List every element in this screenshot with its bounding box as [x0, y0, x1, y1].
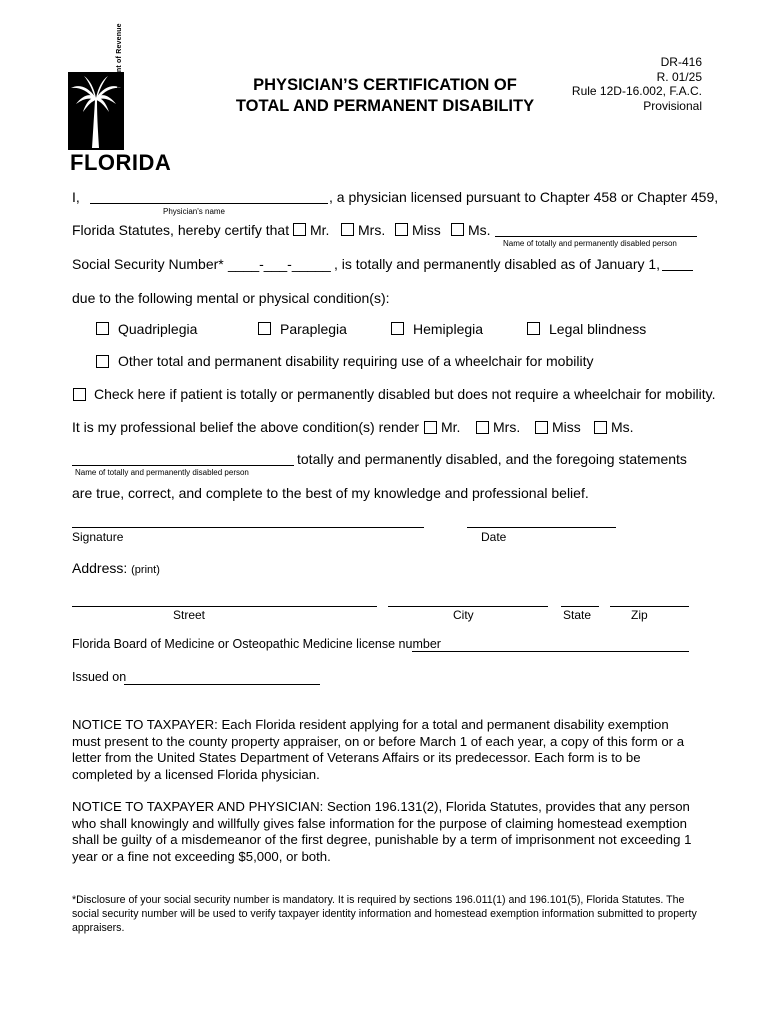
street-field[interactable]	[72, 606, 377, 607]
physician-license-text: , a physician licensed pursuant to Chapter 458 or Chapter 459,	[329, 189, 719, 205]
title-mr-checkbox[interactable]	[293, 223, 306, 236]
attestation-text: are true, correct, and complete to the best of my knowledge and professional belief.	[72, 485, 589, 501]
notice-to-taxpayer: NOTICE TO TAXPAYER: Each Florida resident applying for a total and permanent disability exemption must present to the county property appraiser, on or before March 1 of each year, a copy of this form or a letter from the United States Department of Veterans Affairs or its predecessor. Each form is to be completed by a licensed Florida physician.	[72, 717, 685, 782]
paraplegia-checkbox[interactable]	[258, 322, 271, 335]
conditions-intro: due to the following mental or physical condition(s):	[72, 290, 390, 306]
physician-name-caption: Physician's name	[163, 207, 225, 216]
disabled-person-caption: Name of totally and permanently disabled person	[503, 239, 677, 248]
title-mrs-checkbox[interactable]	[341, 223, 354, 236]
logo-dept-text: Department of Revenue	[116, 23, 123, 106]
paraplegia-label: Paraplegia	[280, 321, 347, 337]
hemiplegia-label: Hemiplegia	[413, 321, 484, 337]
notice-to-taxpayer-and-physician: NOTICE TO TAXPAYER AND PHYSICIAN: Section 196.131(2), Florida Statutes, provides that any person who shall knowingly and willfully gives false information for the purpose of claiming homestead exemption shall be guilty of a misdemeanor of the first degree, punishable by a term of imprisonment not exceeding 1 year or a fine not exceeding $5,000, or both.	[72, 799, 692, 864]
belief-person-name-field[interactable]	[72, 465, 294, 466]
date-field[interactable]	[467, 527, 616, 528]
ssn-label: Social Security Number*	[72, 256, 224, 272]
form-title	[200, 75, 570, 117]
legal-blindness-checkbox[interactable]	[527, 322, 540, 335]
hemiplegia-checkbox[interactable]	[391, 322, 404, 335]
form-code: DR-416	[660, 55, 702, 69]
address-heading	[72, 560, 160, 576]
city-label: City	[453, 608, 474, 622]
date-label: Date	[481, 530, 507, 544]
title-ms-checkbox[interactable]	[451, 223, 464, 236]
quadriplegia-checkbox[interactable]	[96, 322, 109, 335]
disabled-person-name-field[interactable]	[495, 236, 697, 237]
license-label: Florida Board of Medicine or Osteopathic Medicine license number	[72, 637, 441, 651]
rule-citation: Rule 12D-16.002, F.A.C.	[571, 84, 702, 98]
issued-label: Issued on	[72, 670, 127, 684]
state-field[interactable]	[561, 606, 599, 607]
no-wheelchair-checkbox[interactable]	[73, 388, 86, 401]
belief-person-caption: Name of totally and permanently disabled person	[75, 468, 249, 477]
belief-ms-label: Ms.	[611, 419, 634, 435]
belief-ms-checkbox[interactable]	[594, 421, 607, 434]
form-id-block	[572, 55, 702, 113]
zip-field[interactable]	[610, 606, 689, 607]
logo-state-text: FLORIDA	[70, 150, 172, 175]
title-line-1: PHYSICIAN’S CERTIFICATION OF	[253, 76, 517, 94]
title-mrs-label: Mrs.	[358, 222, 386, 238]
disabled-as-of-text: , is totally and permanently disabled as of January 1,	[334, 256, 661, 272]
i-prefix: I,	[72, 189, 80, 205]
legal-blindness-label: Legal blindness	[549, 321, 647, 337]
signature-field[interactable]	[72, 527, 424, 528]
physician-name-field[interactable]	[90, 203, 328, 204]
florida-dor-logo	[68, 23, 172, 175]
title-ms-label: Ms.	[468, 222, 491, 238]
zip-label: Zip	[631, 608, 648, 622]
belief-text: It is my professional belief the above condition(s) render	[72, 419, 420, 435]
street-label: Street	[173, 608, 206, 622]
title-miss-checkbox[interactable]	[395, 223, 408, 236]
address-print-note: (print)	[131, 564, 160, 576]
license-number-field[interactable]	[412, 651, 689, 652]
belief-mr-label: Mr.	[441, 419, 461, 435]
title-miss-label: Miss	[412, 222, 441, 238]
title-mr-label: Mr.	[310, 222, 330, 238]
belief-miss-label: Miss	[552, 419, 581, 435]
belief-mrs-label: Mrs.	[493, 419, 521, 435]
belief-mr-checkbox[interactable]	[424, 421, 437, 434]
year-field[interactable]	[662, 270, 693, 271]
state-label: State	[563, 608, 592, 622]
address-label: Address:	[72, 560, 128, 576]
belief-miss-checkbox[interactable]	[535, 421, 548, 434]
ssn-disclosure-footnote: *Disclosure of your social security number is mandatory. It is required by sections 196.011(1) and 196.101(5), Florida Statutes. The social security number will be used to verify taxpayer identity information and homestead exemption information submitted to property appraisers.	[72, 894, 697, 934]
no-wheelchair-label: Check here if patient is totally or permanently disabled but does not require a wheelchair for mobility.	[94, 386, 716, 402]
ssn-field[interactable]: ____-___-_____	[228, 256, 331, 272]
foregoing-text: totally and permanently disabled, and the foregoing statements	[297, 451, 687, 467]
issued-on-field[interactable]	[124, 684, 320, 685]
city-field[interactable]	[388, 606, 548, 607]
quadriplegia-label: Quadriplegia	[118, 321, 198, 337]
provisional-label: Provisional	[643, 98, 702, 113]
certify-text: Florida Statutes, hereby certify that	[72, 222, 290, 238]
other-disability-checkbox[interactable]	[96, 355, 109, 368]
revision: R. 01/25	[656, 69, 702, 84]
belief-mrs-checkbox[interactable]	[476, 421, 489, 434]
title-line-2: TOTAL AND PERMANENT DISABILITY	[235, 97, 535, 115]
signature-label: Signature	[72, 530, 124, 544]
other-disability-label: Other total and permanent disability requiring use of a wheelchair for mobility	[118, 353, 594, 369]
